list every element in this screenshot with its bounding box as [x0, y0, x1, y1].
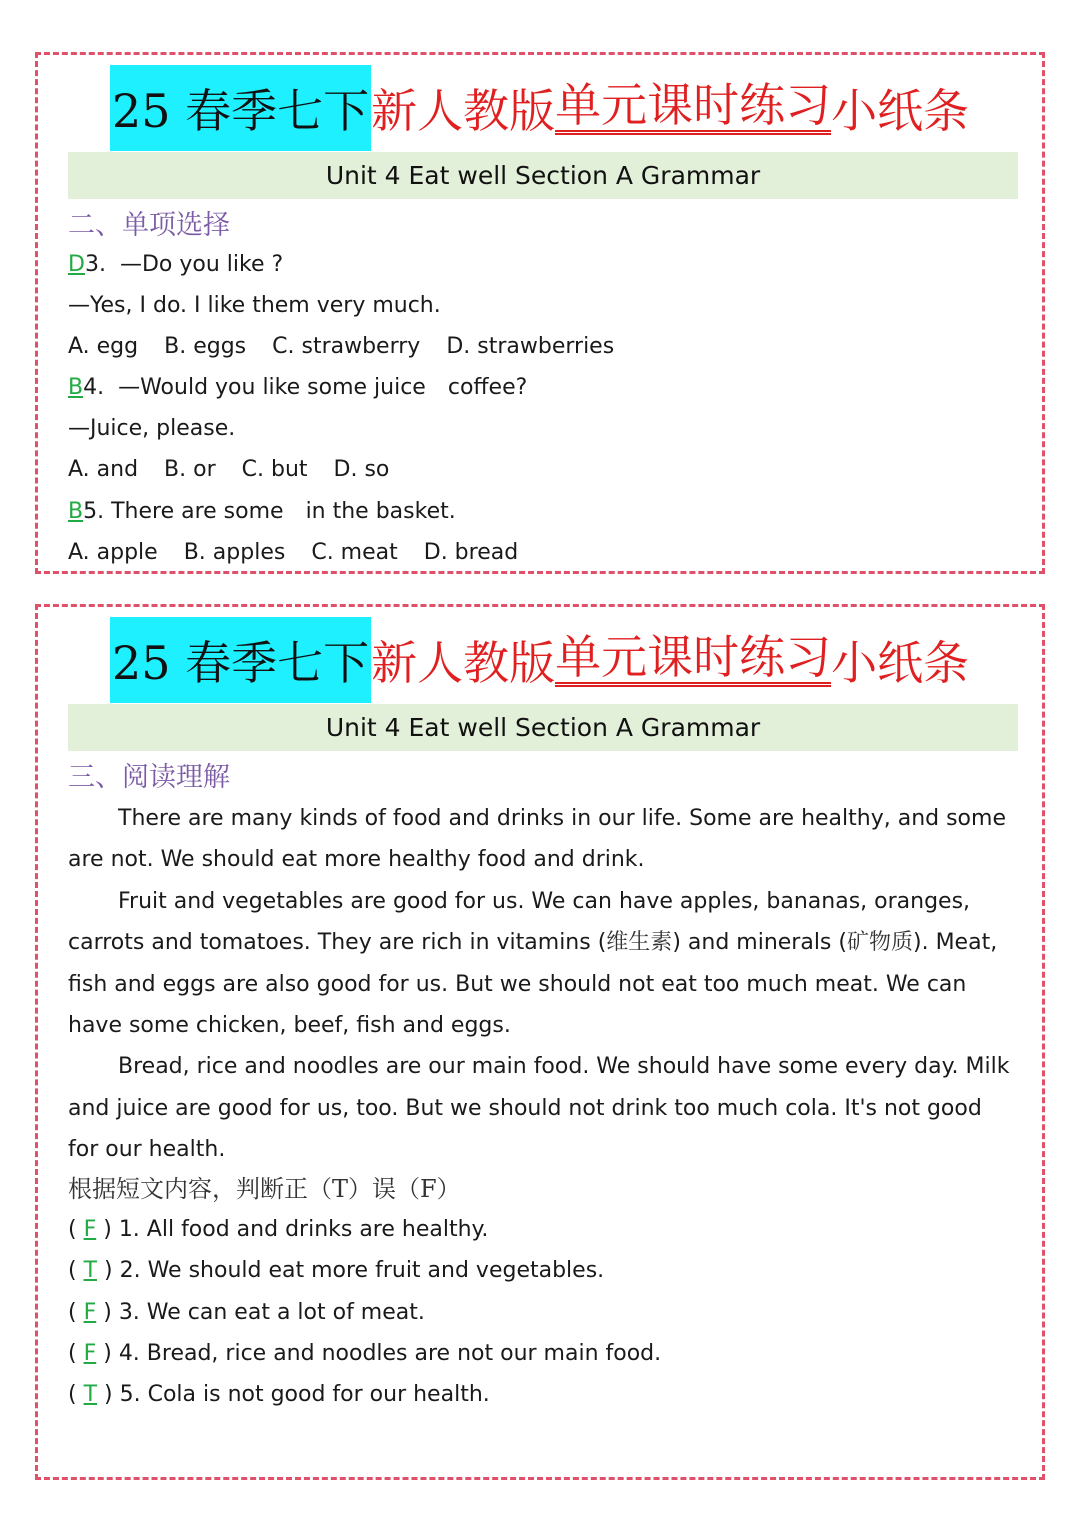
tf-item: ( T ) 5. Cola is not good for our health.	[68, 1382, 490, 1407]
unit-banner: Unit 4 Eat well Section A Grammar	[68, 152, 1018, 199]
tf-item: ( F ) 4. Bread, rice and noodles are not our main food.	[68, 1341, 662, 1366]
question-4: B4. —Would you like some juice coffee?	[68, 375, 528, 400]
tf-item: ( T ) 2. We should eat more fruit and vegetables.	[68, 1258, 605, 1283]
title-red-plain: 新人教版	[371, 636, 556, 690]
answer-mark: B	[68, 375, 84, 400]
title-red-tail: 小纸条	[831, 636, 970, 690]
tf-instruction: 根据短文内容，判断正（T）误（F）	[68, 1175, 461, 1203]
answer-mark: T	[83, 1382, 98, 1407]
question-3-reply: —Yes, I do. I like them very much.	[68, 293, 441, 318]
passage-paragraph: There are many kinds of food and drinks in our life. Some are healthy, and some are not. We should eat more healthy food and drink.	[68, 806, 1006, 873]
title-red-plain: 新人教版	[371, 84, 556, 138]
answer-mark: T	[83, 1258, 98, 1283]
tf-item: ( F ) 1. All food and drinks are healthy.	[68, 1217, 489, 1242]
passage-paragraph: Bread, rice and noodles are our main food. We should have some every day. Milk and juice are good for us, too. But we should not drink too much cola. It's not good for our health.	[68, 1054, 1010, 1163]
unit-banner: Unit 4 Eat well Section A Grammar	[68, 704, 1018, 751]
reading-passage	[68, 798, 1018, 1171]
question-5-options	[68, 540, 544, 565]
card-title	[110, 65, 969, 151]
option: B. eggs	[164, 334, 247, 359]
question-3: D3. —Do you like ?	[68, 252, 284, 277]
answer-mark: D	[68, 252, 85, 277]
section-heading: 三、阅读理解	[68, 762, 230, 793]
tf-item: ( F ) 3. We can eat a lot of meat.	[68, 1300, 425, 1325]
title-red-tail: 小纸条	[831, 84, 970, 138]
option: A. apple	[68, 540, 158, 565]
section-heading: 二、单项选择	[68, 210, 230, 241]
question-stem: —Do you like ?	[119, 252, 284, 277]
title-highlight: 25 春季七下	[110, 65, 371, 151]
option: B. or	[164, 457, 216, 482]
answer-mark: F	[83, 1341, 97, 1366]
card-title	[110, 617, 969, 703]
option: D. strawberries	[446, 334, 615, 359]
option: D. so	[333, 457, 390, 482]
question-4-options	[68, 457, 415, 482]
option: C. strawberry	[272, 334, 421, 359]
option: A. egg	[68, 334, 139, 359]
answer-mark: F	[83, 1300, 97, 1325]
question-4-reply: —Juice, please.	[68, 416, 236, 441]
passage-paragraph: Fruit and vegetables are good for us. We can have apples, bananas, oranges, carrots and tomatoes. They are rich in vitamins (维生素) and minerals (矿物质). Meat, fish and eggs are also good for us. But we should not eat too much meat. We can have some chicken, beef, fish and eggs.	[68, 888, 998, 1039]
option: B. apples	[183, 540, 286, 565]
option: C. but	[241, 457, 308, 482]
title-red-underlined: 单元课时练习	[555, 81, 831, 134]
question-5: B5. There are some in the basket.	[68, 499, 456, 524]
worksheet-card-grammar	[35, 52, 1045, 574]
option: D. bread	[423, 540, 519, 565]
option: C. meat	[311, 540, 398, 565]
question-3-options	[68, 334, 640, 359]
answer-mark: F	[83, 1217, 97, 1242]
title-highlight: 25 春季七下	[110, 617, 371, 703]
answer-mark: B	[68, 499, 84, 524]
worksheet-card-reading	[35, 604, 1045, 1480]
option: A. and	[68, 457, 139, 482]
title-red-underlined: 单元课时练习	[555, 633, 831, 686]
